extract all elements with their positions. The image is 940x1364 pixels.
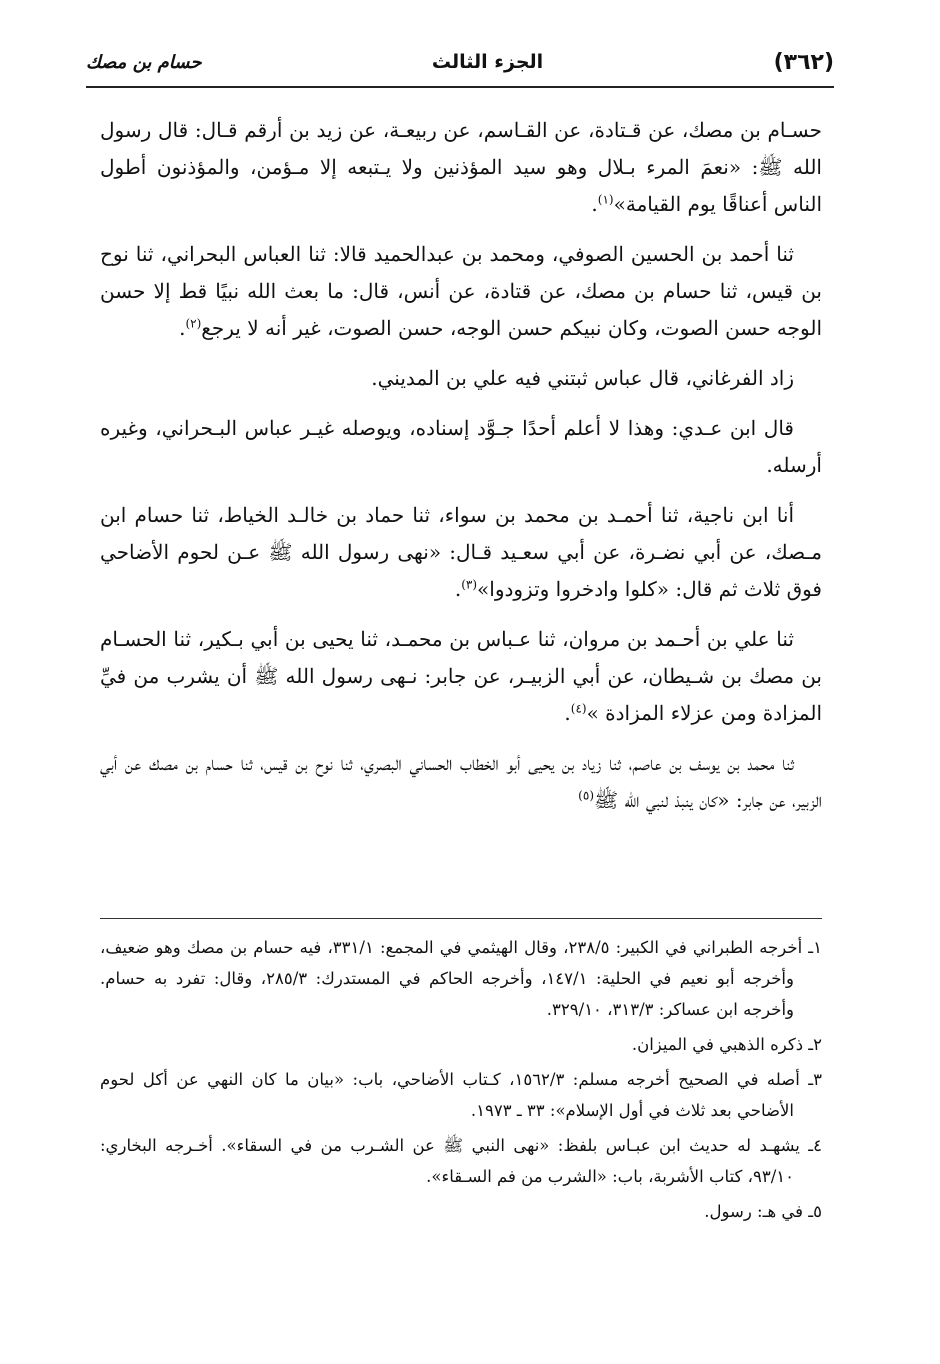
running-header: [86, 38, 834, 88]
paragraph: ثنا محمد بن يوسف بن عاصم، ثنا زياد بن يحيى أبو الخطاب الحساني البصري، ثنا نوح بن قيس، ثنا حسام بن مصك عن أبي الزبير، عن جابر: «كان ينبذ لنبي الله ﷺ$^{(٥)}$: [100, 751, 822, 812]
part-title: الجزء الثالث: [431, 51, 544, 73]
paragraph: حسـام بن مصك، عن قـتادة، عن القـاسم، عن ربيعـة، عن زيد بن أرقم قـال: قال رسول الله ﷺ: «نعمَ المرء بـلال وهو سيد المؤذنين ولا يـتبعه إلا مـؤمن، والمؤذنون أطول الناس أعناقًا يوم القيامة»$^{(١)}$.: [100, 118, 822, 216]
page-number: (٣٦٢): [773, 49, 834, 75]
paragraph: ثنا علي بن أحـمد بن مروان، ثنا عـباس بن محمـد، ثنا يحيى بن أبي بـكير، ثنا الحسـام بن مصك بن شـيطان، عن أبي الزبيـر، عن جابر: نـهى رسول الله ﷺ أن يشرب من فيِّ المزادة ومن عزلاء المزادة »$^{(٤)}$.: [100, 627, 822, 725]
footnote: ٤ـ يشهـد له حديث ابن عبـاس بلفظ: «نهى النبي ﷺ عن الشـرب من في السقاء». أخـرجه البخاري: ٩٣/١٠، كتاب الأشربة، باب: «الشرب من فم السـقاء».: [100, 1136, 822, 1186]
footnote: ٥ـ في هـ: رسول.: [704, 1202, 822, 1221]
footnote-ref: (١): [597, 192, 614, 207]
footnotes: [100, 932, 822, 1231]
footnote-ref: (٣): [461, 577, 478, 592]
footnote: ٢ـ ذكره الذهبي في الميزان.: [631, 1035, 822, 1054]
footnote-ref: (٢): [185, 316, 202, 331]
paragraph: أنا ابن ناجية، ثنا أحمـد بن محمد بن سواء، ثنا حماد بن خالـد الخياط، ثنا حسام ابن مـصك، عن أبي نضـرة، عن أبي سعـيد قـال: «نهى رسول الله ﷺ عـن لحوم الأضاحي فوق ثلاث ثم قال: «كلوا وادخروا وتزودوا»$^{(٣)}$.: [100, 503, 822, 601]
paragraph: زاد الفرغاني، قال عباس ثبتني فيه علي بن المديني.: [371, 366, 794, 390]
footnote-ref: (٥): [578, 788, 594, 803]
footnote-ref: (٤): [570, 701, 587, 716]
section-title: حسام بن مصك: [86, 51, 202, 73]
main-text: [100, 112, 822, 832]
paragraph: قال ابن عـدي: وهذا لا أعلم أحدًا جـوَّد إسناده، ويوصله غيـر عباس البـحراني، وغيره أرسله.: [100, 416, 822, 477]
footnote-divider: [100, 918, 822, 919]
footnote: ١ـ أخرجه الطبراني في الكبير: ٢٣٨/٥، وقال الهيثمي في المجمع: ٣٣١/١، فيه حسام بن مصك وهو ضعيف، وأخرجه أبو نعيم في الحلية: ١٤٧/١، وأخرجه الحاكم في المستدرك: ٢٨٥/٣، وقال: تفرد به حسام. وأخرجه ابن عساكر: ٣١٣/٣، ٣٢٩/١٠.: [100, 938, 822, 1019]
footnote: ٣ـ أصله في الصحيح أخرجه مسلم: ١٥٦٢/٣، كـتاب الأضاحي، باب: «بيان ما كان النهي عن أكل لحوم الأضاحي بعد ثلاث في أول الإسلام»: ٣٣ ـ ١٩٧٣.: [100, 1070, 822, 1120]
paragraph: ثنا أحمد بن الحسين الصوفي، ومحمد بن عبدالحميد قالا: ثنا العباس البحراني، ثنا نوح بن قيس، ثنا حسام بن مصك، عن قتادة، عن أنس، قال: ما بعث الله نبيًا قط إلا حسن الوجه حسن الصوت، وكان نبيكم حسن الوجه، حسن الصوت، غير أنه لا يرجع$^{(٢)}$.: [100, 242, 822, 340]
